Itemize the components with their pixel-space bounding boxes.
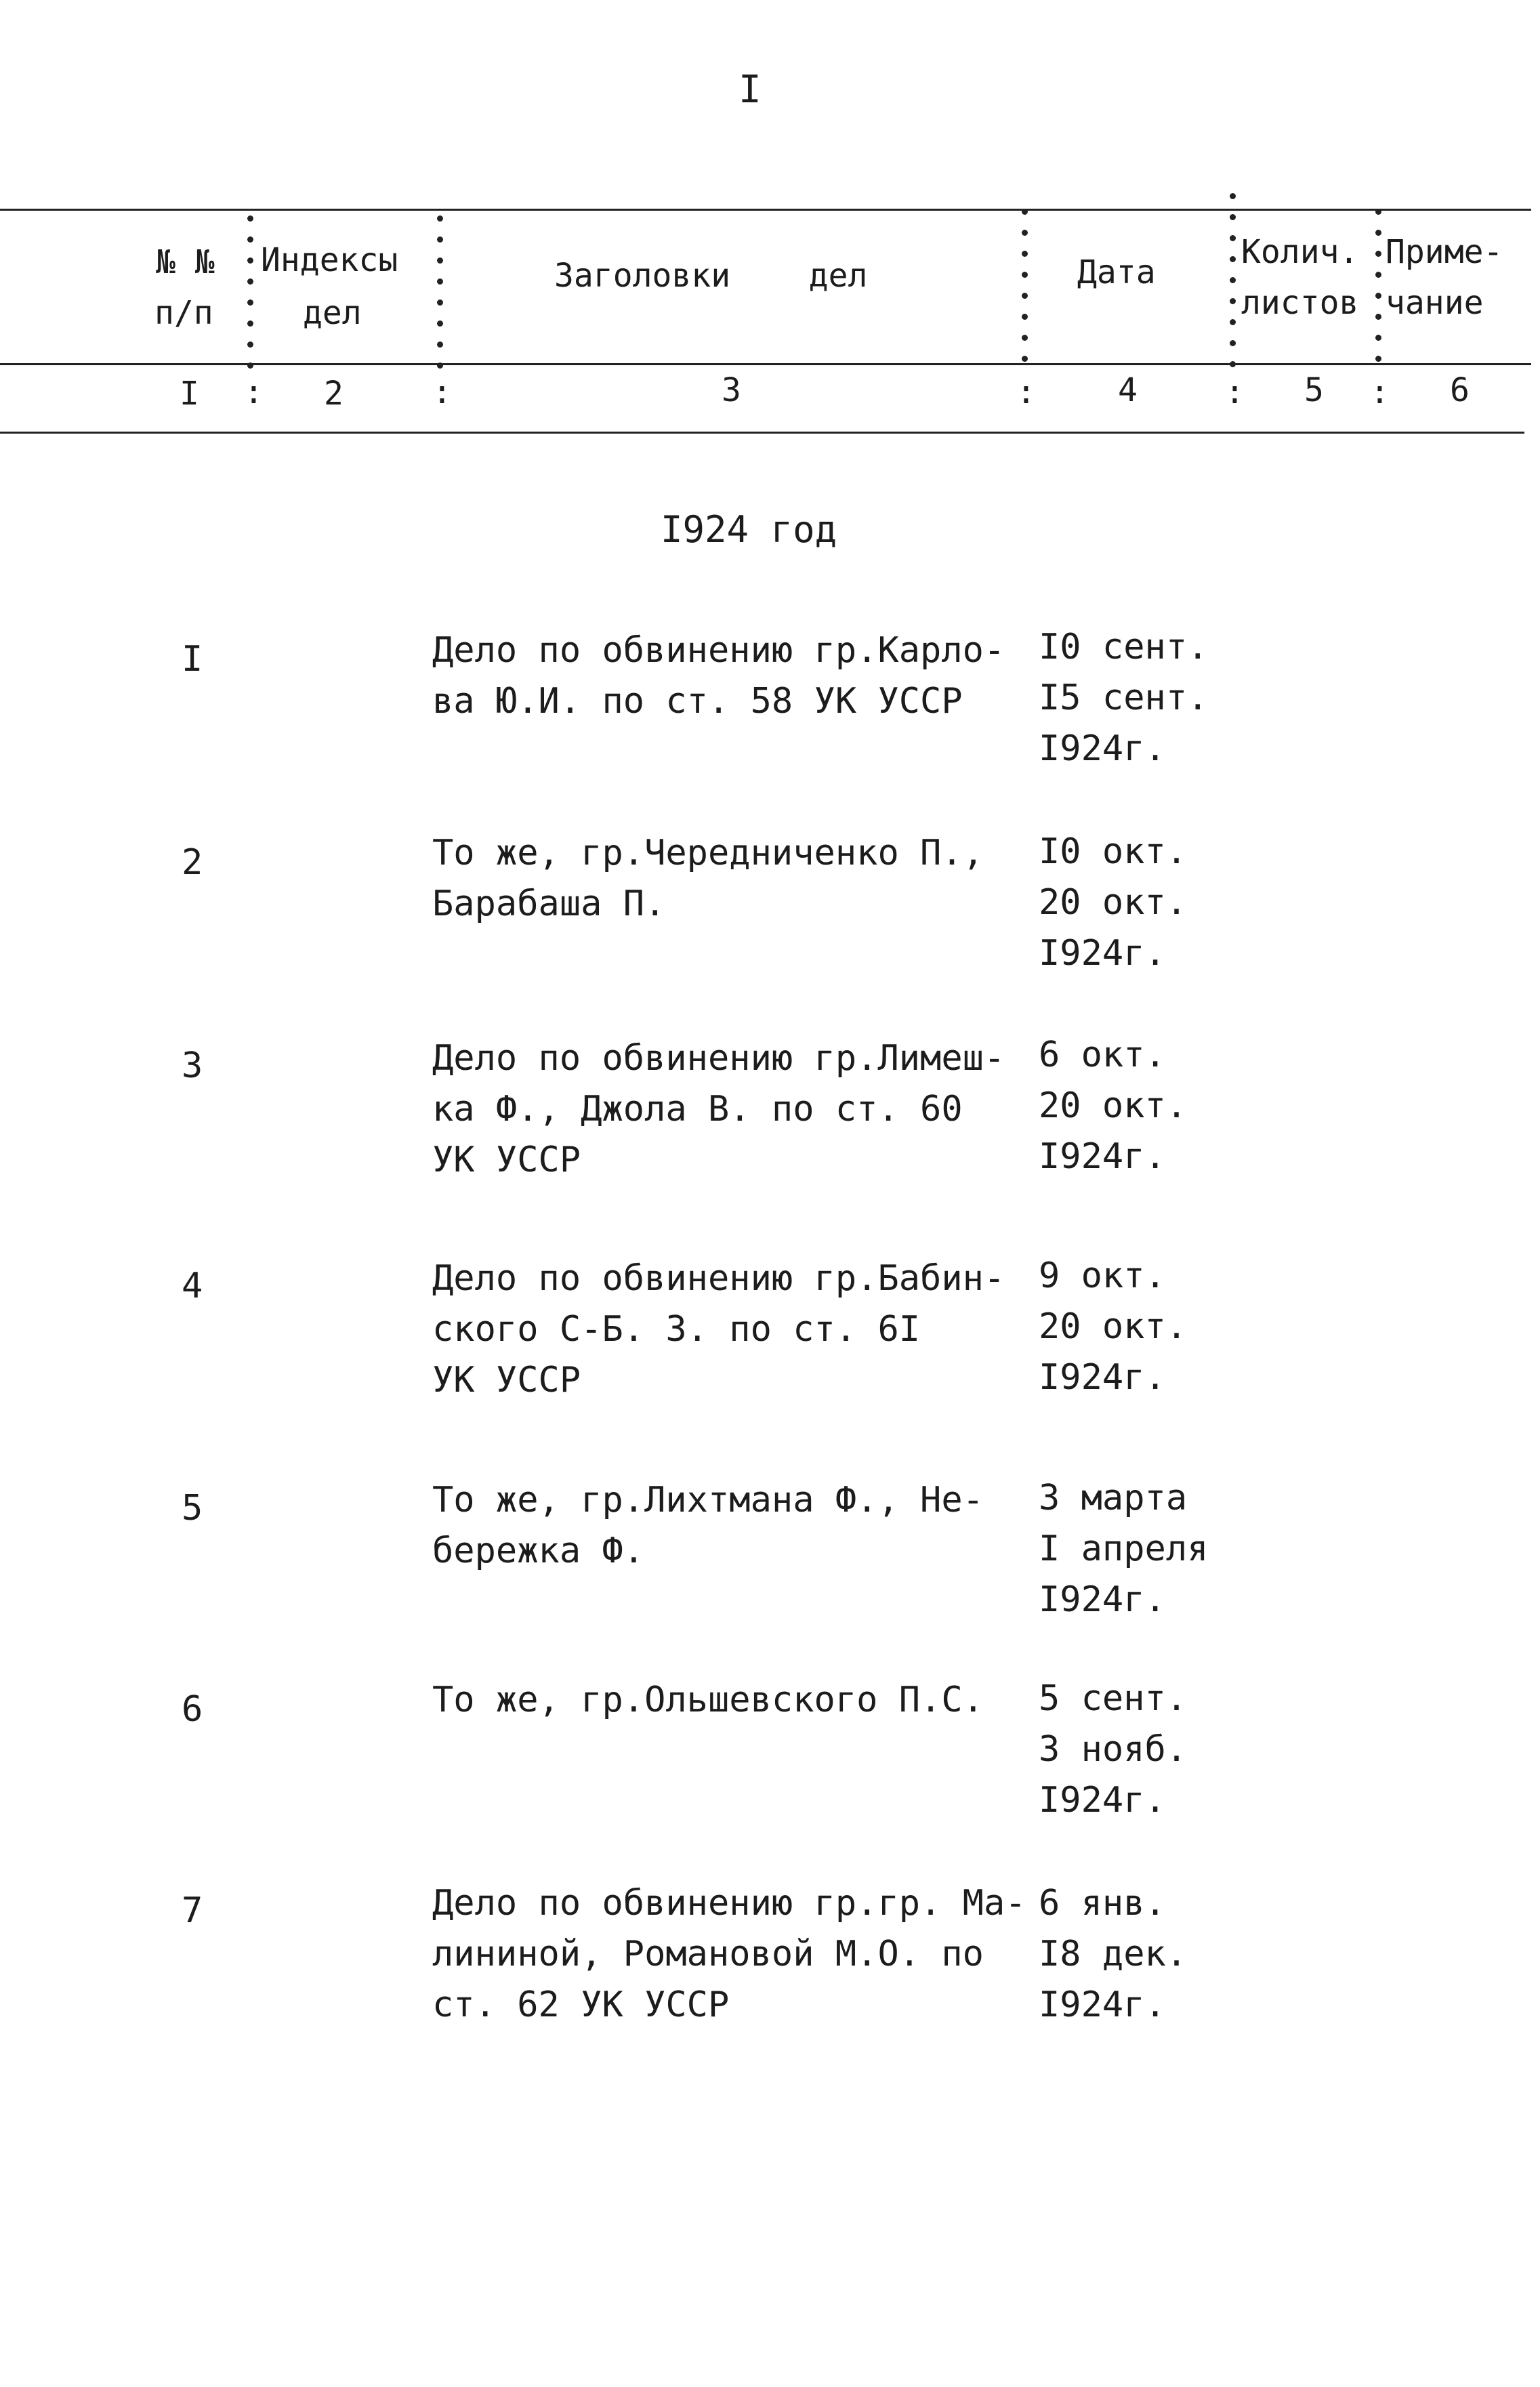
row-date-start: 6 окт. bbox=[1039, 1035, 1166, 1075]
row-number: 6 bbox=[182, 1689, 203, 1730]
row-title-line: УК УССР bbox=[432, 1360, 581, 1400]
row-number: 5 bbox=[182, 1488, 203, 1529]
row-title bbox=[432, 1475, 1028, 1577]
header-col3: Заголовки дел bbox=[554, 257, 868, 295]
column-number-4: 4 bbox=[1118, 371, 1138, 409]
header-middle-rule bbox=[0, 363, 1531, 365]
row-title bbox=[432, 1033, 1028, 1186]
row-dates bbox=[1039, 1878, 1242, 2031]
column-number-2: 2 bbox=[324, 375, 344, 413]
header-col2-line1: Индексы bbox=[261, 241, 398, 279]
row-title bbox=[432, 1878, 1028, 2031]
row-dates bbox=[1039, 1473, 1242, 1625]
column-number-3: 3 bbox=[722, 371, 741, 409]
row-date-year: I924г. bbox=[1039, 1579, 1166, 1620]
column-number-5: 5 bbox=[1304, 371, 1324, 409]
row-date-end: 20 окт. bbox=[1039, 1306, 1188, 1347]
header-col6-line2: чание bbox=[1386, 284, 1484, 322]
row-date-start: 9 окт. bbox=[1039, 1255, 1166, 1296]
row-title-line: Дело по обвинению гр.Карло- bbox=[432, 630, 1005, 671]
row-number: 2 bbox=[182, 842, 203, 883]
row-date-end: 3 нояб. bbox=[1039, 1729, 1188, 1770]
row-date-year: I924г. bbox=[1039, 1357, 1166, 1398]
row-number: 4 bbox=[182, 1266, 203, 1306]
row-date-end: I5 сент. bbox=[1039, 678, 1209, 718]
number-row-colon: : bbox=[432, 373, 452, 411]
row-title-line: Дело по обвинению гр.Лимеш- bbox=[432, 1038, 1005, 1079]
row-date-end: 20 окт. bbox=[1039, 1085, 1188, 1126]
row-title-line: бережка Ф. bbox=[432, 1531, 645, 1571]
row-date-year: I924г. bbox=[1039, 1780, 1166, 1821]
row-date-year: I924г. bbox=[1039, 1985, 1166, 2025]
column-number-1: I bbox=[180, 375, 199, 413]
header-bottom-rule bbox=[0, 432, 1524, 434]
row-date-start: 5 сент. bbox=[1039, 1678, 1188, 1719]
row-date-start: I0 окт. bbox=[1039, 831, 1188, 872]
row-number: 7 bbox=[182, 1890, 203, 1931]
page-number: I bbox=[738, 68, 762, 112]
row-title bbox=[432, 1675, 1028, 1726]
row-title bbox=[432, 828, 1028, 930]
header-col5-line2: листов bbox=[1241, 284, 1359, 322]
row-date-year: I924г. bbox=[1039, 933, 1166, 974]
header-top-rule bbox=[0, 209, 1531, 211]
row-dates bbox=[1039, 1030, 1242, 1182]
row-title bbox=[432, 1253, 1028, 1406]
row-title-line: То же, гр.Чередниченко П., bbox=[432, 833, 984, 873]
row-title-line: ст. 62 УК УССР bbox=[432, 1985, 730, 2025]
year-heading: I924 год bbox=[661, 508, 837, 551]
row-dates bbox=[1039, 827, 1242, 979]
row-title-line: Дело по обвинению гр.Бабин- bbox=[432, 1258, 1005, 1299]
number-row-colon: : bbox=[1225, 373, 1245, 411]
row-date-start: 6 янв. bbox=[1039, 1883, 1166, 1924]
row-title-line: Барабаша П. bbox=[432, 884, 666, 924]
row-title-line: ского С-Б. З. по ст. 6I bbox=[432, 1309, 921, 1350]
row-date-year: I924г. bbox=[1039, 728, 1166, 769]
number-row-colon: : bbox=[244, 373, 264, 411]
row-date-start: I0 сент. bbox=[1039, 627, 1209, 667]
header-col1-line1: № № bbox=[156, 243, 215, 281]
header-col6-line1: Приме- bbox=[1386, 233, 1503, 271]
row-title bbox=[432, 625, 1028, 727]
row-date-end: 20 окт. bbox=[1039, 882, 1188, 923]
header-col5-line1: Колич. bbox=[1241, 233, 1359, 271]
row-date-year: I924г. bbox=[1039, 1136, 1166, 1177]
row-title-line: лининой, Романовой М.О. по bbox=[432, 1934, 984, 1974]
row-title-line: ва Ю.И. по ст. 58 УК УССР bbox=[432, 681, 963, 722]
row-number: 3 bbox=[182, 1045, 203, 1086]
row-title-line: ка Ф., Джола В. по ст. 60 bbox=[432, 1089, 963, 1129]
row-title-line: УК УССР bbox=[432, 1140, 581, 1180]
row-number: I bbox=[182, 639, 203, 680]
header-col2-line2: дел bbox=[303, 294, 362, 332]
row-dates bbox=[1039, 1251, 1242, 1403]
number-row-colon: : bbox=[1370, 373, 1390, 411]
header-col4: Дата bbox=[1077, 253, 1156, 291]
row-date-start: 3 марта bbox=[1039, 1478, 1188, 1518]
row-date-end: I8 дек. bbox=[1039, 1934, 1188, 1974]
column-number-6: 6 bbox=[1450, 371, 1470, 409]
row-title-line: Дело по обвинению гр.гр. Ма- bbox=[432, 1883, 1026, 1924]
number-row-colon: : bbox=[1016, 373, 1036, 411]
row-dates bbox=[1039, 622, 1242, 774]
row-date-end: I апреля bbox=[1039, 1529, 1209, 1569]
row-title-line: То же, гр.Ольшевского П.С. bbox=[432, 1680, 984, 1720]
row-title-line: То же, гр.Лихтмана Ф., Не- bbox=[432, 1480, 984, 1520]
row-dates bbox=[1039, 1674, 1242, 1826]
header-col1-line2: п/п bbox=[154, 294, 213, 332]
